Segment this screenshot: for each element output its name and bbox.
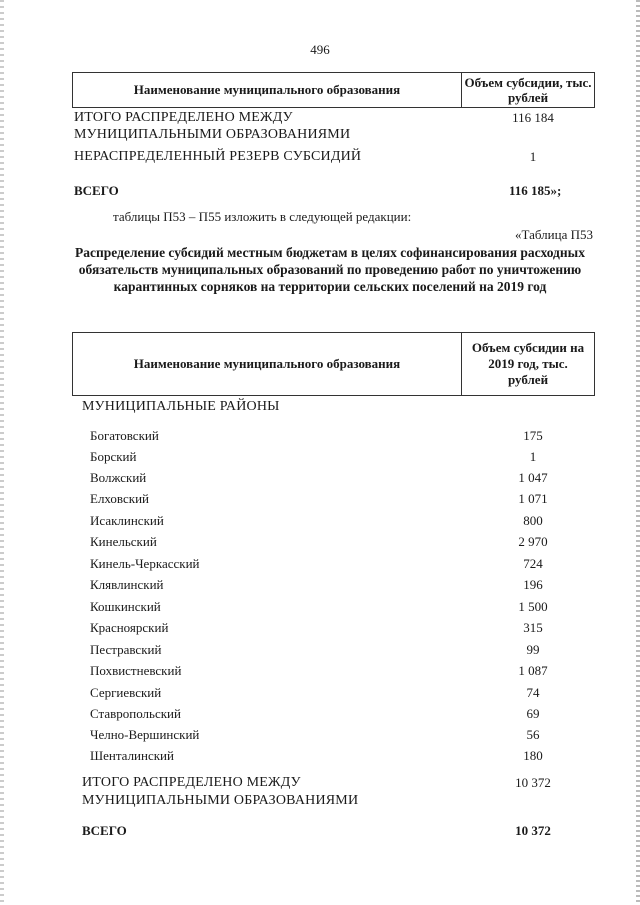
section-heading: МУНИЦИПАЛЬНЫЕ РАЙОНЫ xyxy=(82,399,280,414)
list-item-value: 800 xyxy=(523,513,543,528)
list-item-value: 180 xyxy=(523,748,543,763)
table2-header xyxy=(72,332,595,396)
table1-reserve-label: НЕРАСПРЕДЕЛЕННЫЙ РЕЗЕРВ СУБСИДИЙ xyxy=(74,149,362,164)
table1-total-value: 116 184 xyxy=(512,110,554,125)
table2-col2-header: Объем субсидии на 2019 год, тыс. рублей xyxy=(462,333,595,396)
list-item-value: 196 xyxy=(523,577,543,592)
list-item-value: 1 047 xyxy=(518,470,548,485)
list-item-value: 69 xyxy=(526,706,540,721)
table-label: «Таблица П53 xyxy=(515,227,593,242)
table2-title: Распределение субсидий местным бюджетам в целях софинансирования расходных обязательств муниципальных образований по проведению работ по уничтожению карантинных сорняков на территории сельских поселений на 2019 год xyxy=(75,245,585,294)
table1-reserve-value: 1 xyxy=(529,149,537,164)
list-item-name: Кинель-Черкасский xyxy=(90,556,200,571)
list-item-name: Елховский xyxy=(90,491,149,506)
list-item-name: Борский xyxy=(90,449,137,464)
list-item-value: 99 xyxy=(526,642,540,657)
list-item-name: Кинельский xyxy=(90,534,157,549)
table1-header xyxy=(72,72,595,108)
table1-grand-label: ВСЕГО xyxy=(74,183,119,198)
list-item-name: Шенталинский xyxy=(90,748,174,763)
list-item-name: Сергиевский xyxy=(90,685,162,700)
list-item-value: 1 500 xyxy=(518,599,548,614)
table1-col1-header: Наименование муниципального образования xyxy=(73,73,462,108)
table2-grand-label: ВСЕГО xyxy=(82,823,127,838)
list-item-name: Клявлинский xyxy=(90,577,164,592)
table2-total-line1: ИТОГО РАСПРЕДЕЛЕНО МЕЖДУ xyxy=(82,775,301,790)
list-item-name: Похвистневский xyxy=(90,663,182,678)
table2-grand-value: 10 372 xyxy=(515,823,551,838)
list-item-value: 315 xyxy=(523,620,543,635)
list-item-name: Волжский xyxy=(90,470,147,485)
scan-right-edge xyxy=(636,0,640,905)
table2-total-line2: МУНИЦИПАЛЬНЫМИ ОБРАЗОВАНИЯМИ xyxy=(82,793,359,808)
list-item-name: Кошкинский xyxy=(90,599,161,614)
table1-col2-header: Объем субсидии, тыс. рублей xyxy=(462,73,595,108)
table1-total-line2: МУНИЦИПАЛЬНЫМИ ОБРАЗОВАНИЯМИ xyxy=(74,127,351,142)
list-item-value: 74 xyxy=(526,685,540,700)
list-item-name: Пестравский xyxy=(90,642,162,657)
table2-total-value: 10 372 xyxy=(515,775,551,790)
table1-grand-value: 116 185»; xyxy=(509,183,562,198)
scan-left-edge xyxy=(0,0,4,905)
list-item-name: Челно-Вершинский xyxy=(90,727,200,742)
list-item-name: Богатовский xyxy=(90,428,159,443)
table1-total-line1: ИТОГО РАСПРЕДЕЛЕНО МЕЖДУ xyxy=(74,110,293,125)
list-item-value: 1 071 xyxy=(518,491,548,506)
page-number: 496 xyxy=(310,42,330,57)
list-item-value: 1 xyxy=(529,449,537,464)
list-item-name: Исаклинский xyxy=(90,513,164,528)
list-item-value: 724 xyxy=(523,556,543,571)
list-item-value: 2 970 xyxy=(518,534,548,549)
list-item-value: 56 xyxy=(526,727,540,742)
list-item-value: 175 xyxy=(523,428,543,443)
list-item-name: Ставропольский xyxy=(90,706,181,721)
instruction-text: таблицы П53 – П55 изложить в следующей редакции: xyxy=(113,209,412,224)
list-item-name: Красноярский xyxy=(90,620,169,635)
table2-col1-header: Наименование муниципального образования xyxy=(73,333,462,396)
list-item-value: 1 087 xyxy=(518,663,548,678)
